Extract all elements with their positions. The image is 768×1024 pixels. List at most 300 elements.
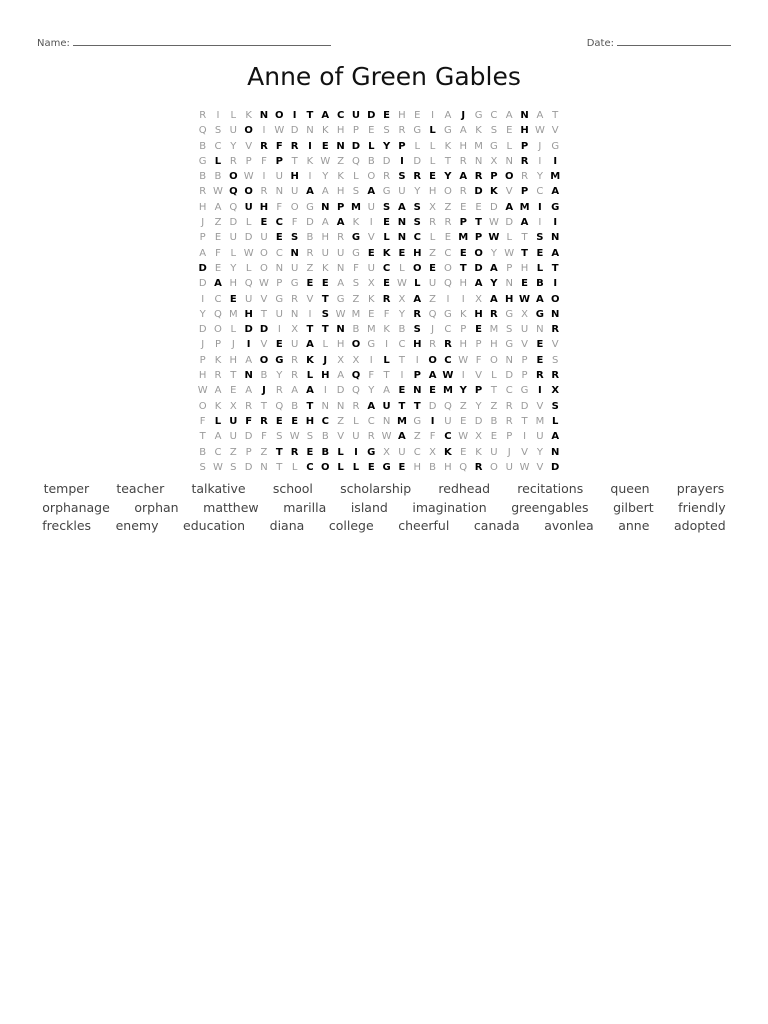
grid-letter: O	[259, 354, 269, 366]
grid-letter: G	[290, 278, 299, 290]
grid-row	[195, 261, 563, 276]
grid-letter: Q	[352, 385, 360, 397]
grid-letter: K	[459, 308, 467, 320]
word-bank-item: marilla	[283, 499, 327, 515]
grid-letter: A	[398, 201, 406, 213]
grid-letter: G	[505, 308, 514, 320]
grid-row	[195, 184, 563, 199]
grid-letter: A	[214, 385, 222, 397]
grid-letter: N	[382, 415, 391, 427]
grid-letter: G	[444, 125, 452, 137]
grid-letter: Y	[199, 308, 206, 320]
grid-letter: I	[216, 110, 220, 121]
grid-letter: M	[474, 140, 483, 152]
grid-letter: D	[244, 324, 253, 336]
grid-letter: T	[398, 400, 406, 412]
grid-letter: R	[383, 171, 391, 183]
grid-letter: C	[413, 446, 421, 458]
grid-letter: I	[538, 385, 542, 397]
grid-letter: X	[367, 278, 375, 290]
grid-letter: R	[551, 370, 560, 382]
grid-letter: W	[519, 461, 530, 473]
grid-letter: W	[442, 370, 454, 382]
grid-letter: M	[366, 324, 376, 336]
grid-letter: E	[429, 171, 436, 183]
grid-letter: Q	[443, 400, 452, 412]
grid-letter: I	[523, 431, 527, 443]
grid-letter: L	[429, 125, 436, 137]
grid-letter: A	[321, 217, 329, 229]
grid-letter: H	[398, 110, 406, 121]
grid-row	[195, 246, 563, 261]
grid-letter: O	[260, 247, 268, 259]
grid-letter: U	[244, 293, 253, 305]
grid-letter: U	[275, 308, 283, 320]
grid-letter: E	[368, 308, 375, 320]
grid-letter: Y	[444, 171, 452, 183]
grid-letter: C	[336, 110, 345, 121]
grid-letter: S	[352, 278, 360, 290]
grid-letter: A	[536, 110, 544, 121]
grid-letter: V	[260, 293, 268, 305]
grid-letter: I	[262, 125, 266, 137]
grid-letter: T	[490, 385, 497, 397]
word-bank-item: island	[350, 499, 388, 515]
date-field	[587, 36, 731, 49]
grid-letter: D	[520, 400, 529, 412]
grid-letter: V	[367, 232, 375, 244]
grid-letter: K	[444, 140, 452, 152]
grid-letter: G	[474, 110, 483, 121]
grid-letter: B	[321, 446, 330, 458]
grid-letter: H	[321, 232, 330, 244]
grid-letter: Y	[368, 385, 375, 397]
name-label: Name:	[37, 38, 70, 49]
word-bank-item: freckles	[42, 518, 92, 533]
grid-letter: S	[413, 217, 421, 229]
grid-letter: W	[396, 278, 407, 290]
grid-letter: K	[382, 247, 391, 259]
grid-letter: E	[506, 125, 513, 137]
grid-letter: M	[489, 324, 499, 336]
grid-letter: E	[398, 385, 406, 397]
grid-letter: Z	[260, 446, 268, 458]
grid-letter: L	[491, 370, 497, 382]
grid-letter: P	[199, 354, 206, 366]
grid-letter: O	[290, 201, 299, 213]
grid-letter: A	[413, 293, 422, 305]
grid-letter: Z	[459, 400, 467, 412]
grid-letter: W	[504, 247, 515, 259]
grid-letter: I	[323, 385, 327, 397]
grid-letter: S	[199, 461, 206, 473]
grid-letter: U	[398, 446, 406, 458]
grid-letter: O	[367, 171, 376, 183]
grid-letter: P	[521, 354, 528, 366]
grid-letter: A	[245, 354, 253, 366]
word-bank-row	[30, 499, 738, 518]
grid-letter: H	[474, 308, 483, 320]
grid-letter: H	[336, 186, 345, 198]
word-bank-row	[30, 517, 738, 536]
grid-letter: R	[520, 155, 529, 167]
grid-letter: C	[321, 415, 329, 427]
grid-letter: G	[413, 125, 422, 137]
grid-letter: S	[413, 201, 421, 213]
grid-letter: D	[382, 155, 391, 167]
grid-letter: A	[505, 201, 514, 213]
grid-letter: D	[351, 140, 361, 152]
grid-letter: Q	[351, 370, 361, 382]
grid-letter: F	[261, 155, 267, 167]
grid-letter: I	[369, 217, 373, 229]
grid-letter: A	[214, 201, 222, 213]
grid-letter: R	[459, 186, 467, 198]
grid-letter: T	[260, 400, 268, 412]
grid-row	[195, 123, 563, 138]
grid-letter: O	[244, 125, 253, 137]
grid-letter: D	[198, 262, 207, 274]
grid-row	[195, 353, 563, 368]
grid-row	[195, 383, 563, 398]
grid-letter: U	[398, 186, 406, 198]
grid-letter: N	[536, 324, 544, 336]
grid-letter: U	[382, 400, 391, 412]
word-bank-item: anne	[618, 518, 650, 533]
grid-letter: D	[306, 217, 314, 229]
grid-letter: K	[337, 171, 344, 183]
grid-letter: E	[444, 232, 452, 244]
word-bank-row	[30, 480, 738, 499]
grid-letter: B	[398, 324, 406, 336]
grid-letter: T	[459, 262, 467, 274]
grid-letter: X	[475, 431, 482, 443]
grid-letter: E	[275, 415, 283, 427]
grid-letter: G	[275, 354, 284, 366]
grid-letter: F	[245, 415, 253, 427]
grid-letter: E	[414, 110, 421, 121]
grid-letter: Y	[276, 370, 283, 382]
grid-letter: R	[444, 217, 452, 229]
grid-letter: R	[260, 140, 268, 152]
grid-letter: T	[276, 461, 283, 473]
grid-letter: P	[520, 186, 529, 198]
grid-letter: N	[551, 232, 560, 244]
grid-letter: G	[444, 308, 452, 320]
grid-letter: P	[398, 140, 406, 152]
grid-letter: L	[506, 232, 513, 244]
grid-letter: X	[291, 324, 299, 336]
grid-letter: A	[551, 247, 560, 259]
grid-letter: M	[458, 232, 469, 244]
grid-letter: G	[198, 155, 207, 167]
grid-letter: G	[505, 339, 514, 351]
grid-letter: X	[475, 293, 482, 305]
grid-letter: W	[320, 155, 331, 167]
grid-letter: R	[551, 324, 560, 336]
grid-letter: C	[444, 431, 452, 443]
page-title: Anne of Green Gables	[247, 62, 521, 91]
grid-letter: V	[306, 293, 314, 305]
grid-letter: I	[277, 324, 281, 336]
grid-letter: E	[275, 339, 283, 351]
grid-letter: K	[322, 125, 329, 137]
grid-row	[195, 169, 563, 184]
grid-letter: T	[551, 262, 559, 274]
grid-letter: R	[505, 415, 513, 427]
grid-letter: O	[275, 110, 284, 121]
grid-letter: I	[308, 171, 312, 183]
grid-letter: L	[245, 217, 252, 229]
grid-letter: R	[260, 186, 268, 198]
grid-letter: A	[459, 125, 467, 137]
word-bank-item: matthew	[203, 499, 259, 515]
grid-letter: E	[214, 262, 222, 274]
grid-letter: S	[536, 232, 544, 244]
grid-letter: C	[214, 293, 222, 305]
grid-letter: A	[199, 247, 207, 259]
grid-letter: W	[243, 247, 254, 259]
grid-letter: H	[413, 339, 422, 351]
grid-letter: P	[199, 232, 206, 244]
grid-letter: T	[306, 400, 314, 412]
grid-letter: G	[352, 247, 360, 259]
grid-letter: E	[429, 385, 436, 397]
grid-letter: A	[505, 110, 513, 121]
grid-letter: I	[246, 339, 251, 351]
grid-letter: N	[336, 400, 345, 412]
grid-letter: B	[199, 171, 207, 183]
grid-letter: U	[444, 415, 452, 427]
grid-letter: W	[335, 308, 346, 320]
grid-letter: Y	[490, 247, 497, 259]
grid-letter: H	[198, 370, 207, 382]
grid-letter: A	[245, 385, 253, 397]
grid-letter: L	[414, 278, 421, 290]
grid-letter: P	[521, 370, 528, 382]
grid-letter: W	[243, 171, 254, 183]
grid-letter: S	[276, 431, 283, 443]
grid-letter: T	[552, 110, 559, 121]
grid-letter: B	[367, 155, 375, 167]
grid-letter: R	[505, 400, 513, 412]
grid-letter: I	[292, 110, 297, 121]
grid-letter: A	[337, 278, 345, 290]
grid-letter: H	[428, 186, 437, 198]
grid-letter: A	[214, 278, 222, 290]
grid-letter: O	[260, 262, 268, 274]
grid-letter: F	[368, 370, 375, 382]
grid-letter: P	[520, 140, 529, 152]
grid-letter: E	[475, 201, 482, 213]
grid-letter: V	[260, 339, 268, 351]
grid-letter: S	[506, 324, 513, 336]
grid-letter: D	[413, 155, 422, 167]
grid-letter: R	[290, 140, 299, 152]
grid-letter: X	[429, 446, 437, 458]
grid-letter: S	[230, 461, 237, 473]
grid-row	[195, 414, 563, 429]
grid-letter: U	[260, 232, 268, 244]
grid-letter: N	[336, 140, 345, 152]
grid-letter: N	[306, 125, 314, 137]
grid-letter: T	[521, 415, 528, 427]
grid-letter: T	[321, 324, 329, 336]
grid-letter: I	[369, 354, 373, 366]
grid-letter: M	[535, 415, 545, 427]
grid-letter: B	[260, 370, 268, 382]
grid-letter: D	[490, 201, 498, 213]
grid-letter: A	[306, 339, 314, 351]
grid-letter: C	[505, 385, 513, 397]
grid-letter: V	[521, 339, 528, 351]
grid-letter: U	[244, 201, 253, 213]
grid-letter: V	[475, 370, 482, 382]
grid-letter: L	[353, 415, 359, 427]
grid-letter: J	[431, 324, 435, 336]
grid-letter: P	[506, 431, 513, 443]
grid-letter: Y	[230, 140, 237, 152]
grid-letter: K	[322, 262, 329, 274]
grid-letter: R	[291, 354, 299, 366]
grid-letter: D	[474, 262, 483, 274]
grid-letter: O	[428, 354, 437, 366]
grid-letter: D	[505, 217, 514, 229]
grid-letter: B	[536, 278, 544, 290]
grid-letter: E	[429, 262, 436, 274]
grid-letter: W	[289, 431, 300, 443]
grid-letter: T	[444, 155, 451, 167]
grid-letter: Q	[244, 278, 253, 290]
grid-letter: T	[413, 400, 421, 412]
grid-letter: A	[367, 186, 376, 198]
grid-letter: S	[383, 201, 391, 213]
grid-letter: E	[230, 385, 237, 397]
grid-letter: W	[488, 232, 500, 244]
grid-letter: U	[336, 247, 345, 259]
grid-letter: Y	[382, 140, 391, 152]
grid-letter: D	[428, 400, 437, 412]
grid-letter: G	[382, 186, 391, 198]
grid-letter: K	[214, 400, 222, 412]
grid-letter: I	[385, 339, 389, 351]
grid-letter: W	[274, 125, 285, 137]
grid-letter: B	[199, 446, 207, 458]
grid-letter: R	[352, 400, 360, 412]
word-bank-item: temper	[43, 481, 90, 496]
grid-letter: G	[490, 140, 498, 152]
grid-letter: R	[490, 308, 498, 320]
grid-letter: S	[490, 125, 498, 137]
grid-letter: V	[536, 400, 544, 412]
grid-letter: R	[245, 400, 253, 412]
grid-letter: H	[336, 339, 345, 351]
grid-letter: U	[290, 262, 299, 274]
grid-letter: I	[400, 370, 404, 382]
grid-letter: N	[321, 400, 330, 412]
grid-letter: D	[290, 125, 299, 137]
grid-letter: X	[229, 400, 237, 412]
word-bank-item: friendly	[678, 499, 726, 515]
grid-letter: I	[461, 293, 465, 305]
grid-letter: X	[337, 354, 345, 366]
grid-letter: N	[336, 262, 345, 274]
grid-letter: Y	[536, 446, 543, 458]
word-bank-item: cheerful	[398, 518, 450, 533]
word-bank-item: education	[183, 518, 246, 533]
grid-letter: H	[413, 461, 422, 473]
grid-letter: A	[337, 370, 345, 382]
grid-letter: P	[275, 155, 283, 167]
grid-letter: C	[413, 232, 421, 244]
grid-letter: N	[275, 186, 284, 198]
name-field	[37, 36, 331, 49]
grid-letter: K	[475, 125, 482, 137]
grid-letter: N	[505, 155, 513, 167]
grid-letter: C	[490, 110, 498, 121]
grid-letter: Q	[229, 201, 238, 213]
grid-letter: S	[383, 125, 390, 137]
grid-letter: Y	[536, 171, 543, 183]
grid-letter: L	[214, 415, 222, 427]
grid-letter: E	[521, 278, 528, 290]
word-bank-item: redhead	[438, 481, 491, 496]
grid-letter: L	[230, 110, 237, 121]
grid-letter: L	[214, 155, 222, 167]
grid-letter: O	[198, 400, 207, 412]
grid-letter: U	[367, 201, 375, 213]
grid-letter: B	[321, 431, 329, 443]
grid-letter: D	[474, 415, 483, 427]
grid-letter: C	[536, 186, 544, 198]
grid-letter: C	[367, 415, 375, 427]
grid-letter: N	[505, 278, 513, 290]
grid-letter: R	[260, 415, 268, 427]
grid-letter: T	[306, 110, 314, 121]
grid-row	[195, 307, 563, 322]
grid-letter: O	[443, 186, 452, 198]
grid-letter: P	[474, 232, 483, 244]
grid-letter: K	[475, 446, 482, 458]
grid-letter: N	[520, 110, 529, 121]
grid-letter: O	[321, 461, 330, 473]
grid-row	[195, 368, 563, 383]
grid-letter: T	[398, 354, 405, 366]
word-bank-item: canada	[473, 518, 520, 533]
word-search-grid	[195, 108, 563, 475]
grid-letter: Q	[352, 155, 360, 167]
grid-letter: C	[382, 262, 391, 274]
grid-letter: H	[490, 339, 498, 351]
name-blank-line	[73, 36, 331, 46]
grid-letter: P	[352, 125, 359, 137]
grid-letter: Z	[429, 293, 437, 305]
word-bank-item: scholarship	[340, 481, 412, 496]
grid-letter: K	[214, 354, 222, 366]
grid-letter: I	[430, 415, 435, 427]
grid-letter: Z	[337, 155, 345, 167]
grid-letter: C	[275, 247, 283, 259]
grid-letter: O	[443, 262, 452, 274]
grid-letter: B	[352, 324, 360, 336]
grid-letter: U	[536, 431, 544, 443]
grid-letter: E	[367, 247, 375, 259]
grid-letter: Q	[229, 186, 238, 198]
grid-letter: A	[291, 385, 299, 397]
grid-letter: J	[262, 385, 266, 397]
grid-letter: P	[214, 339, 221, 351]
grid-row	[195, 322, 563, 337]
